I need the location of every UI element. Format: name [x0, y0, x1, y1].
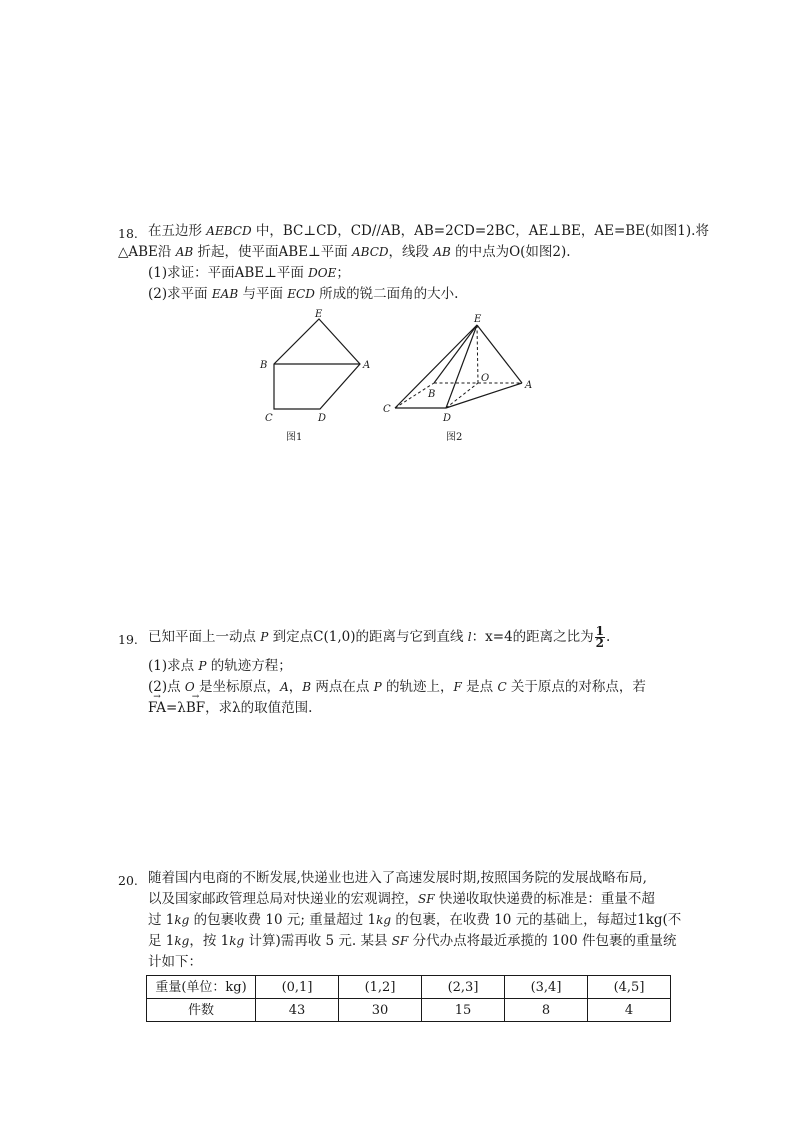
table-header-cell: (4,5] — [588, 976, 671, 999]
vector-bf: → BF — [186, 698, 205, 719]
fig2-label-b: B — [428, 389, 436, 400]
fig1-label-b: B — [260, 360, 268, 371]
table-cell: 30 — [339, 999, 422, 1022]
q19-part-1: (1)求点 P 的轨迹方程； — [148, 658, 292, 674]
table-header-cell: (2,3] — [422, 976, 505, 999]
fig2-label-a: A — [525, 380, 533, 391]
fig2-label-e: E — [474, 314, 482, 325]
table-cell: 43 — [256, 999, 339, 1022]
fig2-label-o: O — [481, 373, 490, 384]
fig1-label-c: C — [265, 413, 273, 424]
table-cell: 4 — [588, 999, 671, 1022]
question-number: 18. — [118, 226, 138, 241]
table-cell: 15 — [422, 999, 505, 1022]
weight-table — [146, 975, 671, 1022]
fig2-caption: 图2 — [446, 432, 463, 443]
fig1-caption: 图1 — [286, 432, 303, 443]
table-cell: 8 — [505, 999, 588, 1022]
q18-figures — [0, 305, 794, 445]
table-header-cell: (3,4] — [505, 976, 588, 999]
fraction-one-half: $\frac{1}{2}$ — [595, 624, 605, 650]
fig2-label-c: C — [383, 404, 391, 415]
q20-line-3: 过 1kg 的包裹收费 10 元; 重量超过 1kg 的包裹，在收费 10 元的基础上，每超过1kg(不 — [148, 912, 682, 928]
q19-part-2-cont: → FA=λ→ BF，求λ的取值范围. — [148, 698, 678, 719]
q18-part-1: (1)求证：平面ABE⊥平面 DOE； — [148, 265, 350, 281]
q20-line-4: 足 1kg，按 1kg 计算)需再收 5 元. 某县 SF 分代办点将最近承揽的 100 件包裹的重量统 — [148, 933, 677, 949]
q18-line-2: △ABE沿 AB 折起，使平面ABE⊥平面 ABCD，线段 AB 的中点为O(如图2). — [118, 244, 571, 260]
fig2-label-d: D — [443, 413, 452, 424]
vector-fa: → FA — [148, 698, 166, 719]
question-number: 20. — [118, 873, 138, 888]
q19-part-2: (2)点 O 是坐标原点，A，B 两点在点 P 的轨迹上，F 是点 C 关于原点的对称点，若 — [148, 679, 646, 695]
q18-part-2: (2)求平面 EAB 与平面 ECD 所成的锐二面角的大小. — [148, 286, 459, 302]
question-number: 19. — [118, 632, 138, 647]
q19-line-1: 已知平面上一动点 P 到定点C(1,0)的距离与它到直线 l：x=4的距离之比为 $\frac{1}{2}$ . — [148, 624, 611, 650]
fig1-label-a: A — [363, 360, 371, 371]
figure-1-pentagon — [274, 319, 360, 409]
question-body — [148, 868, 682, 1022]
fig1-label-e: E — [315, 309, 323, 320]
table-header-cell: 重量(单位：kg) — [147, 976, 256, 999]
fig1-label-d: D — [318, 413, 327, 424]
figure-2-hidden-edges — [395, 325, 522, 408]
table-row — [147, 999, 671, 1022]
question-body — [148, 624, 678, 719]
q20-line-1: 随着国内电商的不断发展,快递业也进入了高速发展时期,按照国务院的发展战略布局, — [148, 870, 647, 886]
q18-line-1: 在五边形 AEBCD 中，BC⊥CD，CD//AB，AB=2CD=2BC，AE⊥BE，AE=BE(如图1).将 — [148, 223, 709, 239]
table-header-row — [147, 976, 671, 999]
q20-line-2: 以及国家邮政管理总局对快递业的宏观调控，SF 快递收取快递费的标准是：重量不超 — [148, 891, 655, 907]
table-header-cell: (0,1] — [256, 976, 339, 999]
q20-line-5: 计如下： — [148, 954, 202, 970]
question-18 — [118, 221, 709, 305]
table-header-cell: (1,2] — [339, 976, 422, 999]
question-20 — [118, 868, 682, 1022]
question-19 — [118, 624, 678, 719]
table-cell: 件数 — [147, 999, 256, 1022]
